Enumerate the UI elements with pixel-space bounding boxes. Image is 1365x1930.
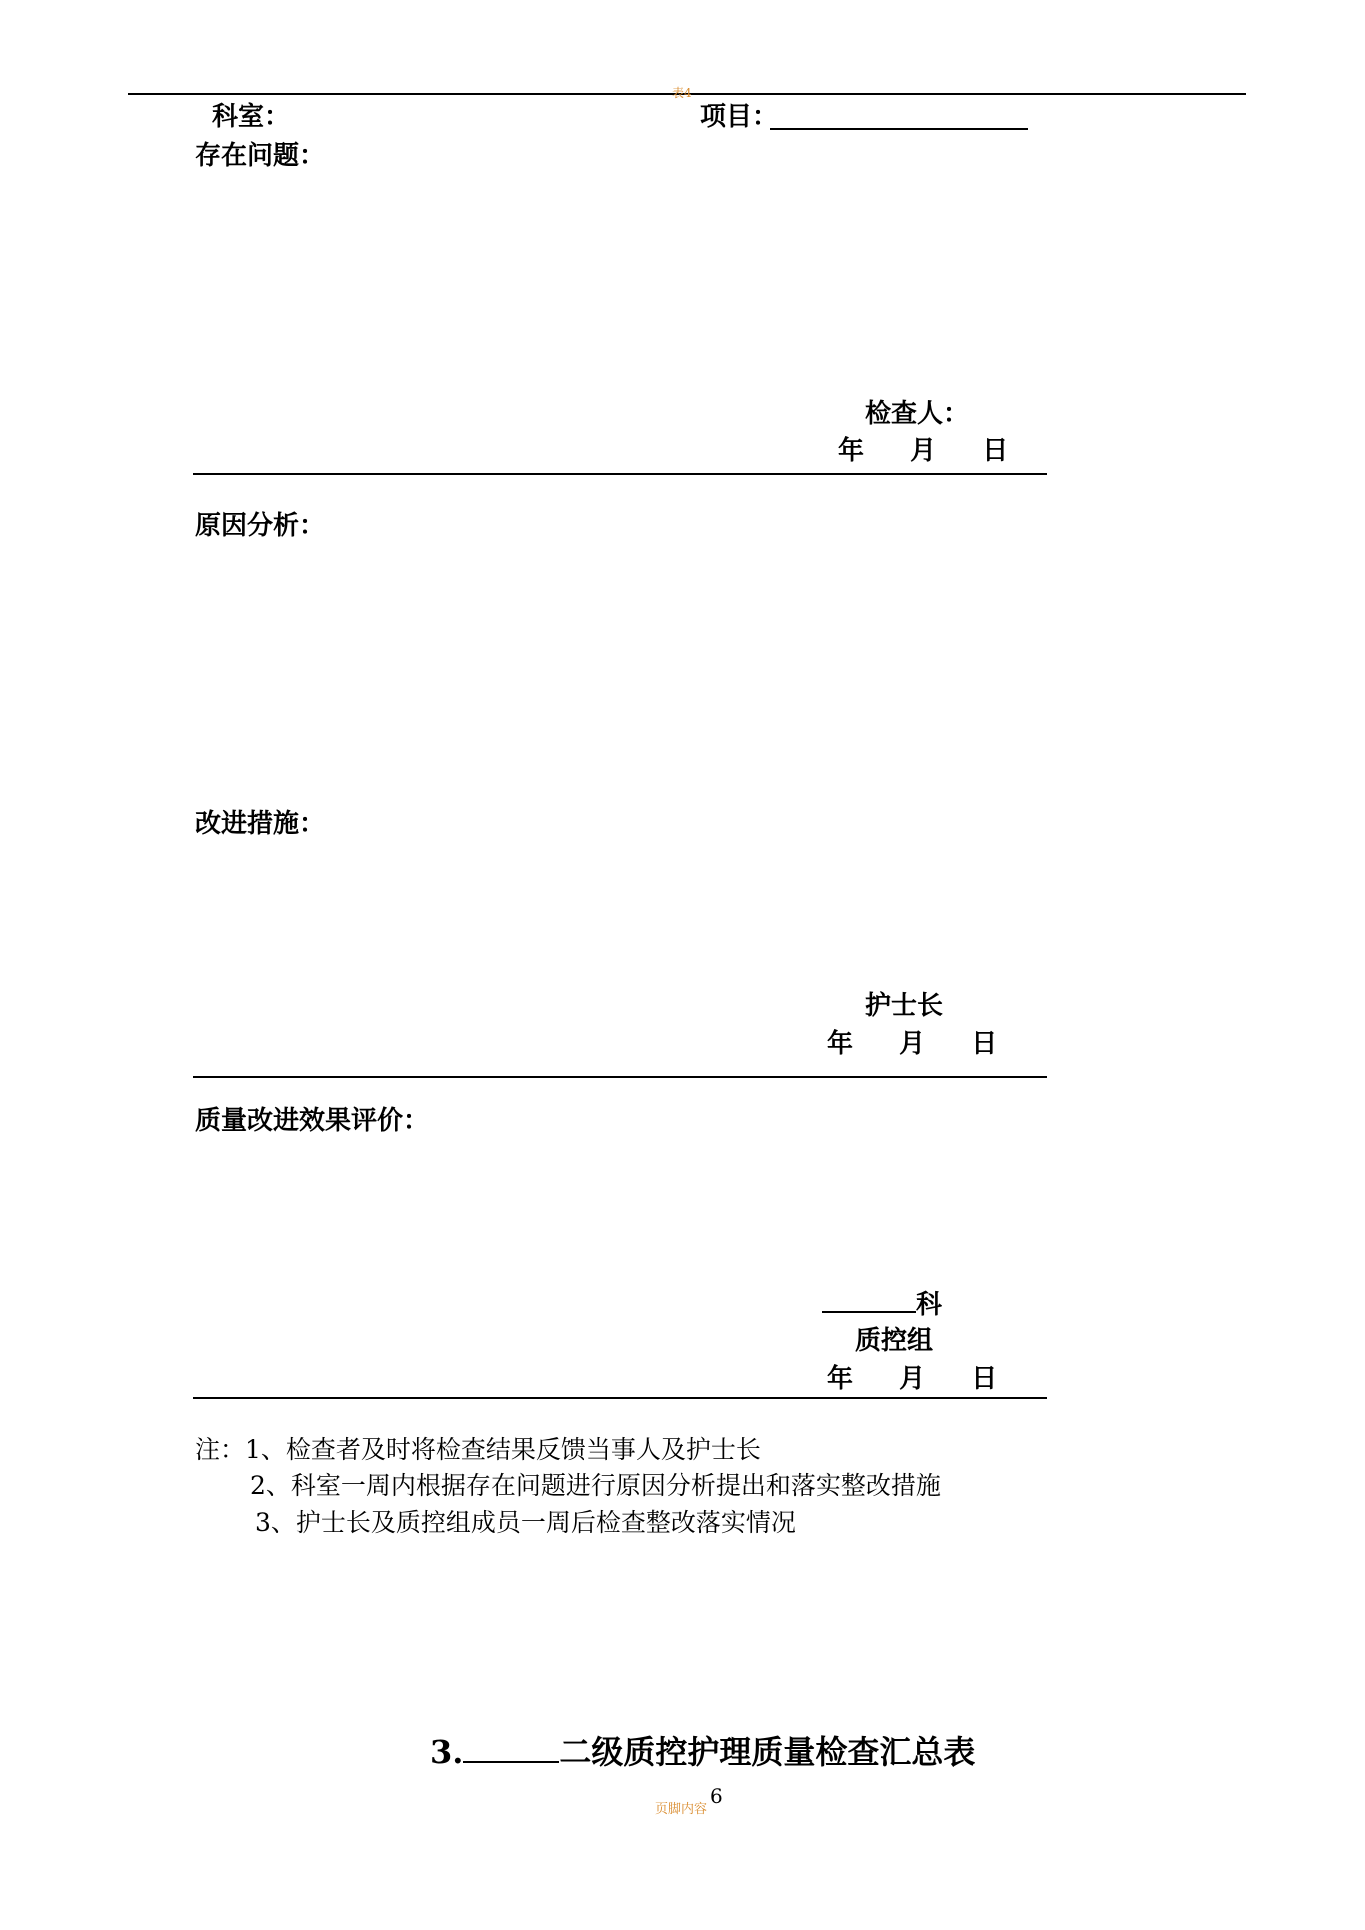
project-label: 项目： — [700, 102, 779, 132]
date-day: 日 — [982, 436, 1009, 466]
dept-signature — [822, 1283, 942, 1321]
title-blank-line — [463, 1733, 559, 1763]
problems-date — [838, 430, 1008, 467]
note-line-2: 2、科室一周内根据存在问题进行原因分析提出和落实整改措施 — [250, 1471, 941, 1500]
project-field-line — [770, 128, 1028, 130]
dept-blank-line — [822, 1283, 916, 1313]
measures-date — [827, 1023, 997, 1060]
evaluation-label: 质量改进效果评价： — [195, 1106, 430, 1136]
title-text: 二级质控护理质量检查汇总表 — [559, 1733, 976, 1771]
note-item: 1、检查者及时将检查结果反馈当事人及护士长 — [245, 1435, 761, 1464]
date-day: 日 — [971, 1029, 998, 1059]
date-year: 年 — [838, 436, 865, 466]
title-number: 3. — [430, 1733, 464, 1771]
footer-mark: 页脚内容 — [655, 1802, 708, 1817]
problems-label: 存在问题： — [195, 141, 326, 171]
evaluation-date — [827, 1358, 997, 1395]
measures-section-rule — [193, 1076, 1047, 1078]
summary-table-title — [430, 1727, 975, 1773]
note-line-3: 3、护士长及质控组成员一周后检查整改落实情况 — [255, 1508, 796, 1537]
dept-suffix: 科 — [916, 1290, 943, 1320]
date-month: 月 — [899, 1029, 926, 1059]
dept-label: 科室： — [212, 102, 291, 132]
cause-analysis-label: 原因分析： — [195, 511, 326, 541]
date-year: 年 — [827, 1029, 854, 1059]
date-day: 日 — [971, 1364, 998, 1394]
date-month: 月 — [899, 1364, 926, 1394]
qc-group-label: 质控组 — [855, 1326, 934, 1356]
measures-label: 改进措施： — [195, 809, 326, 839]
header-mark: 表4 — [672, 86, 692, 100]
problems-section-rule — [193, 473, 1047, 475]
date-month: 月 — [910, 436, 937, 466]
note-line-1 — [195, 1430, 761, 1466]
page-number: 6 — [710, 1784, 723, 1808]
note-prefix: 注： — [195, 1435, 246, 1464]
inspector-label: 检查人： — [865, 399, 970, 429]
date-year: 年 — [827, 1364, 854, 1394]
evaluation-section-rule — [193, 1397, 1047, 1399]
head-nurse-label: 护士长 — [865, 991, 944, 1021]
